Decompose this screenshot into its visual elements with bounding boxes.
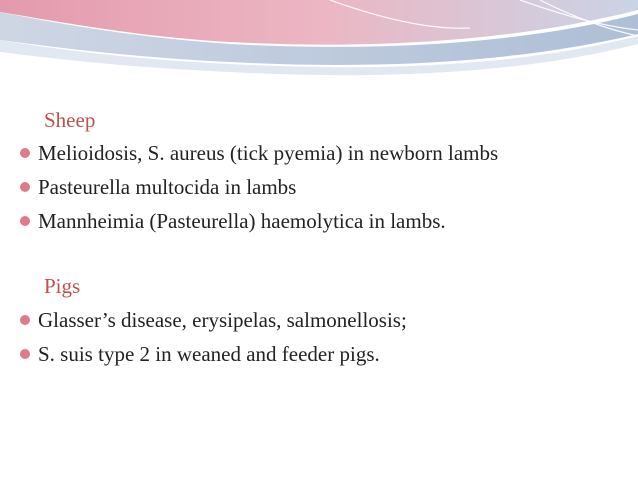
bullet-text: Melioidosis, S. aureus (tick pyemia) in newborn lambs bbox=[38, 141, 499, 165]
bullet-dot-icon bbox=[20, 216, 30, 226]
bullet-item bbox=[20, 342, 380, 366]
bullet-text: S. suis type 2 in weaned and feeder pigs. bbox=[38, 342, 380, 366]
bullet-text: Glasser’s disease, erysipelas, salmonellosis; bbox=[38, 308, 407, 332]
bullet-item bbox=[20, 141, 498, 165]
bullet-dot-icon bbox=[20, 182, 30, 192]
bullet-dot-icon bbox=[20, 315, 30, 325]
section-heading: Pigs bbox=[44, 274, 81, 298]
bullet-text: Pasteurella multocida in lambs bbox=[38, 175, 297, 199]
bullet-item bbox=[20, 175, 296, 199]
bullet-dot-icon bbox=[20, 349, 30, 359]
bullet-text: Mannheimia (Pasteurella) haemolytica in lambs. bbox=[38, 209, 446, 233]
section-heading: Sheep bbox=[44, 108, 96, 132]
bullet-item bbox=[20, 209, 446, 233]
bullet-dot-icon bbox=[20, 148, 30, 158]
bullet-item bbox=[20, 308, 407, 332]
